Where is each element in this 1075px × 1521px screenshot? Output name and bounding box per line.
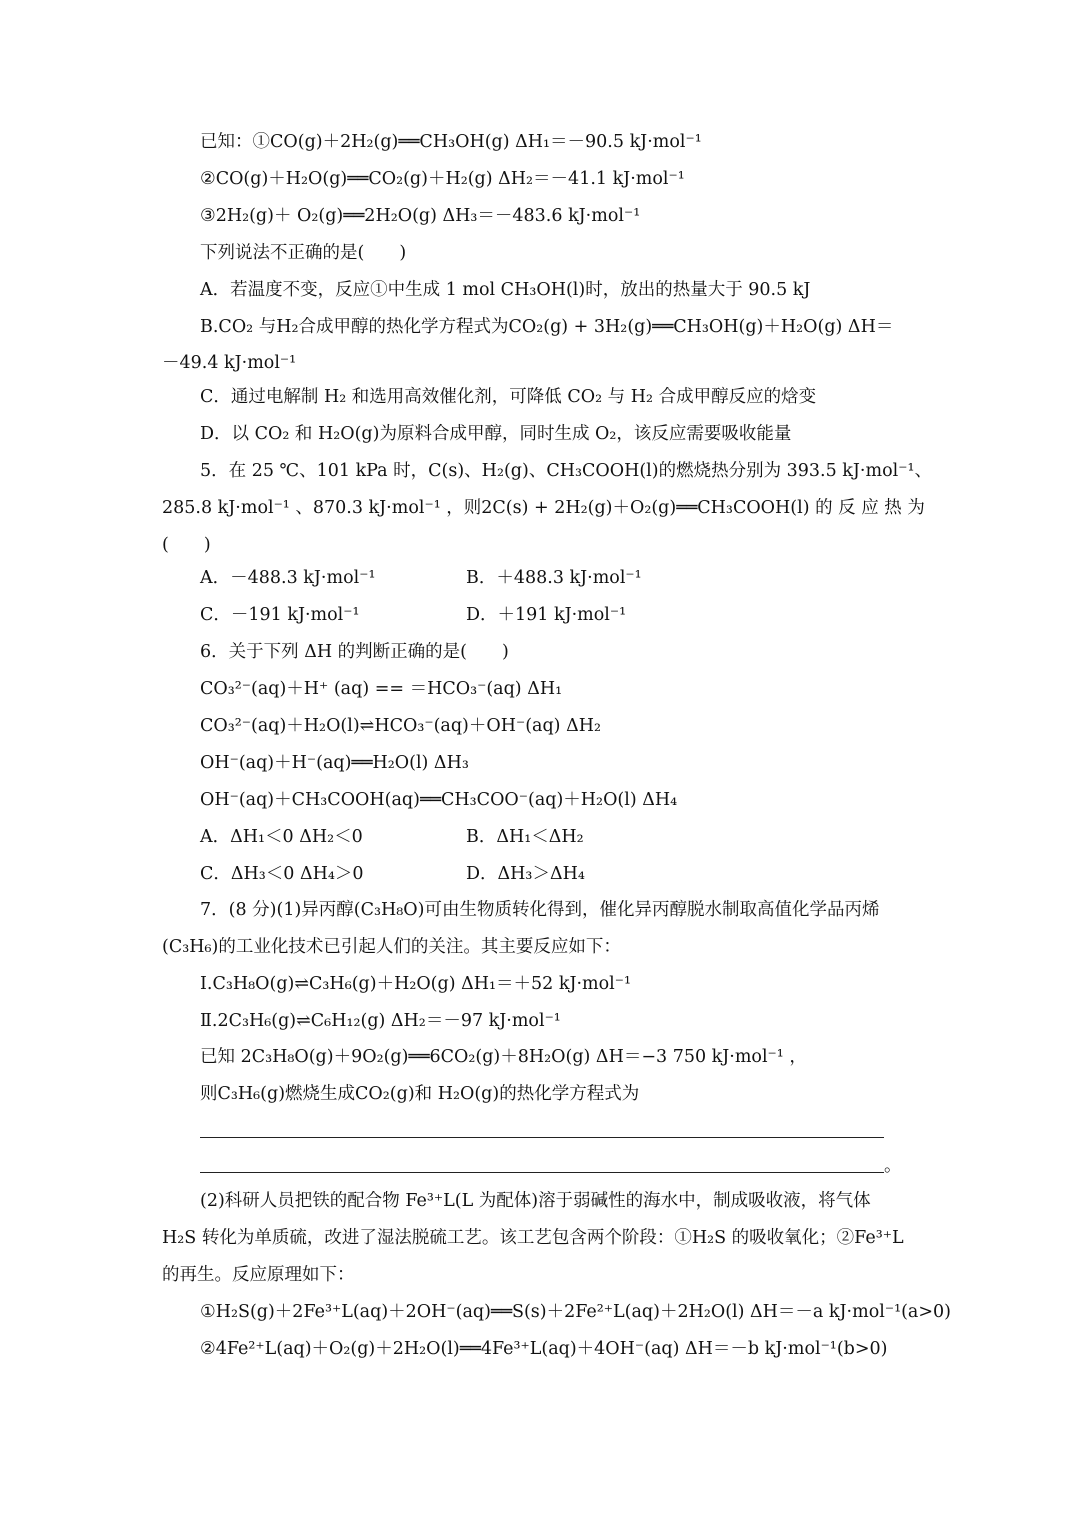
q7-part2-line-2: H₂S 转化为单质硫，改进了湿法脱硫工艺。该工艺包含两个阶段：①H₂S 的吸收氧化；②Fe³⁺L (162, 1228, 904, 1248)
q6-option-a: A．ΔH₁＜0 ΔH₂＜0 (200, 827, 363, 847)
answer-blank-line-1 (200, 1137, 884, 1138)
q6-option-d: D．ΔH₃＞ΔH₄ (466, 864, 585, 884)
q7-known-combustion: 已知 2C₃H₈O(g)＋9O₂(g)══6CO₂(g)＋8H₂O(g) ΔH＝−3 750 kJ·mol⁻¹ ， (200, 1047, 807, 1067)
q5-options-row-2 (200, 604, 800, 626)
q6-stem: 6．关于下列 ΔH 的判断正确的是( ) (200, 642, 509, 662)
q5-option-d: D．＋191 kJ·mol⁻¹ (466, 605, 627, 625)
q6-options-row-2 (200, 863, 800, 885)
known-line-3: ③2H₂(g)＋ O₂(g)══2H₂O(g) ΔH₃＝－483.6 kJ·mol⁻¹ (200, 206, 641, 226)
q7-reaction-1: Ⅰ.C₃H₈O(g)⇌C₃H₆(g)＋H₂O(g) ΔH₁＝＋52 kJ·mol⁻¹ (200, 974, 632, 994)
q6-option-c: C．ΔH₃＜0 ΔH₄＞0 (200, 864, 364, 884)
q4-option-d: D．以 CO₂ 和 H₂O(g)为原料合成甲醇，同时生成 O₂，该反应需要吸收能量 (200, 424, 792, 444)
q7-part2-reaction-1: ①H₂S(g)＋2Fe³⁺L(aq)＋2OH⁻(aq)══S(s)＋2Fe²⁺L(aq)＋2H₂O(l) ΔH＝－a kJ·mol⁻¹(a>0) (200, 1302, 951, 1322)
q6-equation-3: OH⁻(aq)＋H⁻(aq)══H₂O(l) ΔH₃ (200, 753, 469, 773)
q4-option-b-line-2: －49.4 kJ·mol⁻¹ (162, 353, 297, 373)
q5-line-3: ( ) (162, 535, 211, 555)
q6-equation-1: CO₃²⁻(aq)＋H⁺ (aq) == ＝HCO₃⁻(aq) ΔH₁ (200, 679, 563, 699)
q6-equation-4: OH⁻(aq)＋CH₃COOH(aq)══CH₃COO⁻(aq)＋H₂O(l) ΔH₄ (200, 790, 678, 810)
q5-option-c: C．－191 kJ·mol⁻¹ (200, 605, 360, 625)
answer-blank-line-2 (200, 1172, 884, 1173)
q7-part2-line-1: (2)科研人员把铁的配合物 Fe³⁺L(L 为配体)溶于弱碱性的海水中，制成吸收液，将气体 (200, 1191, 871, 1211)
q7-line-2: (C₃H₆)的工业化技术已引起人们的关注。其主要反应如下： (162, 937, 621, 957)
q4-option-b-line-1: B.CO₂ 与H₂合成甲醇的热化学方程式为CO₂(g) + 3H₂(g)══CH₃OH(g)＋H₂O(g) ΔH＝ (200, 317, 894, 337)
q6-options-row-1 (200, 826, 800, 848)
q5-line-1: 5．在 25 ℃、101 kPa 时，C(s)、H₂(g)、CH₃COOH(l)的燃烧热分别为 393.5 kJ·mol⁻¹、 (200, 461, 932, 481)
q7-part2-line-3: 的再生。反应原理如下： (162, 1265, 355, 1285)
q6-option-b: B．ΔH₁＜ΔH₂ (466, 827, 584, 847)
q7-part2-reaction-2: ②4Fe²⁺L(aq)＋O₂(g)＋2H₂O(l)══4Fe³⁺L(aq)＋4OH⁻(aq) ΔH＝－b kJ·mol⁻¹(b>0) (200, 1339, 888, 1359)
q5-line-2: 285.8 kJ·mol⁻¹ 、870.3 kJ·mol⁻¹ ，则2C(s) + 2H₂(g)＋O₂(g)══CH₃COOH(l) 的 反 应 热 为 (162, 498, 925, 518)
q4-stem: 下列说法不正确的是( ) (200, 243, 407, 263)
q6-equation-2: CO₃²⁻(aq)＋H₂O(l)⇌HCO₃⁻(aq)＋OH⁻(aq) ΔH₂ (200, 716, 601, 736)
q7-reaction-2: Ⅱ.2C₃H₆(g)⇌C₆H₁₂(g) ΔH₂＝－97 kJ·mol⁻¹ (200, 1011, 561, 1031)
q5-option-b: B．＋488.3 kJ·mol⁻¹ (466, 568, 642, 588)
q7-question: 则C₃H₆(g)燃烧生成CO₂(g)和 H₂O(g)的热化学方程式为 (200, 1084, 640, 1104)
q4-option-c: C．通过电解制 H₂ 和选用高效催化剂，可降低 CO₂ 与 H₂ 合成甲醇反应的焓变 (200, 387, 817, 407)
answer-end-mark: 。 (884, 1156, 902, 1176)
q7-line-1: 7．(8 分)(1)异丙醇(C₃H₈O)可由生物质转化得到，催化异丙醇脱水制取高值化学品丙烯 (200, 900, 880, 920)
q5-options-row-1 (200, 567, 800, 589)
known-line-2: ②CO(g)＋H₂O(g)══CO₂(g)＋H₂(g) ΔH₂＝－41.1 kJ·mol⁻¹ (200, 169, 685, 189)
q5-option-a: A．－488.3 kJ·mol⁻¹ (200, 568, 376, 588)
q4-option-a: A．若温度不变，反应①中生成 1 mol CH₃OH(l)时，放出的热量大于 90.5 kJ (200, 280, 811, 300)
known-line-1: 已知：①CO(g)＋2H₂(g)══CH₃OH(g) ΔH₁＝－90.5 kJ·mol⁻¹ (200, 132, 702, 152)
